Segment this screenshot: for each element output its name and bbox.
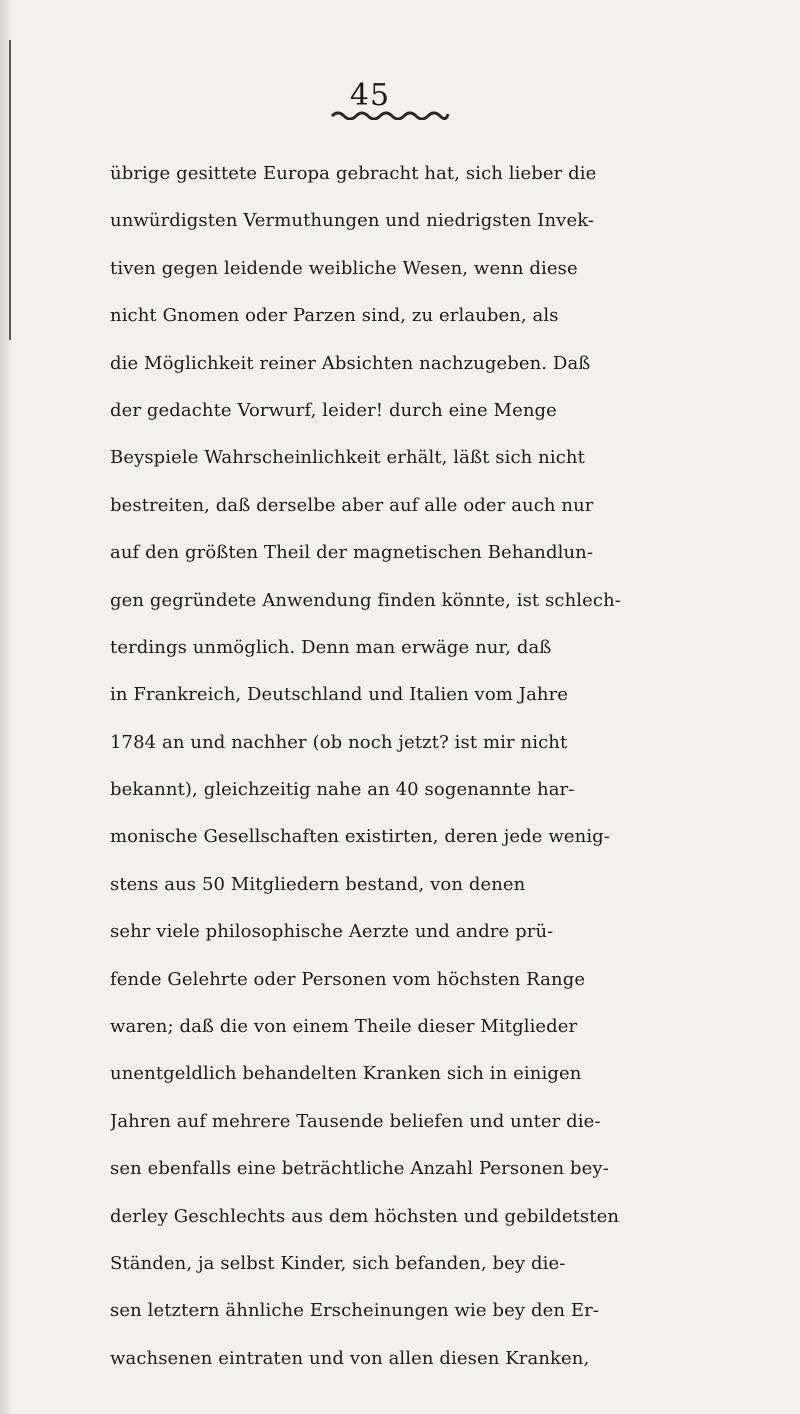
text-line: der gedachte Vorwurf, leider! durch eine Menge bbox=[110, 399, 557, 421]
text-line: stens aus 50 Mitgliedern bestand, von denen bbox=[110, 873, 526, 895]
text-line: übrige gesittete Europa gebracht hat, sich lieber die bbox=[110, 163, 597, 184]
text-line: unentgeldlich behandelten Kranken sich in einigen bbox=[110, 1063, 582, 1085]
text-line: unwürdigsten Vermuthungen und niedrigsten Invek- bbox=[110, 210, 595, 232]
text-line: Jahren auf mehrere Tausende beliefen und unter die- bbox=[110, 1110, 601, 1132]
text-line: tiven gegen leidende weibliche Wesen, wenn diese bbox=[110, 257, 578, 279]
text-line: sen ebenfalls eine beträchtliche Anzahl Personen bey- bbox=[110, 1158, 609, 1180]
body-text bbox=[110, 150, 790, 1382]
text-line: 1784 an und nachher (ob noch jetzt? ist mir nicht bbox=[110, 731, 568, 753]
text-line: derley Geschlechts aus dem höchsten und gebildetsten bbox=[110, 1205, 620, 1227]
text-line: terdings unmöglich. Denn man erwäge nur, daß bbox=[110, 636, 552, 658]
text-line: nicht Gnomen oder Parzen sind, zu erlauben, als bbox=[110, 305, 559, 327]
text-line: wachsenen eintraten und von allen diesen Kranken, bbox=[110, 1347, 590, 1369]
text-line: gen gegründete Anwendung finden könnte, ist schlech- bbox=[110, 589, 621, 611]
page-number: 45 bbox=[349, 78, 391, 113]
text-line: auf den größten Theil der magnetischen Behandlun- bbox=[110, 542, 594, 564]
text-line: die Möglichkeit reiner Absichten nachzugeben. Daß bbox=[110, 352, 591, 374]
text-line: sen letztern ähnliche Erscheinungen wie bey den Er- bbox=[110, 1300, 599, 1322]
text-line: bekannt), gleichzeitig nahe an 40 sogenannte har- bbox=[110, 779, 575, 801]
text-line: Beyspiele Wahrscheinlichkeit erhält, läßt sich nicht bbox=[110, 447, 585, 469]
text-line: bestreiten, daß derselbe aber auf alle oder auch nur bbox=[110, 494, 594, 516]
text-line: Ständen, ja selbst Kinder, sich befanden, bey die- bbox=[110, 1252, 566, 1274]
text-line: in Frankreich, Deutschland und Italien vom Jahre bbox=[110, 684, 569, 706]
decorative-ornament bbox=[330, 108, 450, 120]
text-line: monische Gesellschaften existirten, deren jede wenig- bbox=[110, 826, 610, 848]
text-line: fende Gelehrte oder Personen vom höchsten Range bbox=[110, 968, 586, 990]
text-line: waren; daß die von einem Theile dieser Mitglieder bbox=[110, 1016, 578, 1038]
page-binding-edge bbox=[0, 0, 14, 1414]
text-line: sehr viele philosophische Aerzte und andre prü- bbox=[110, 921, 554, 943]
